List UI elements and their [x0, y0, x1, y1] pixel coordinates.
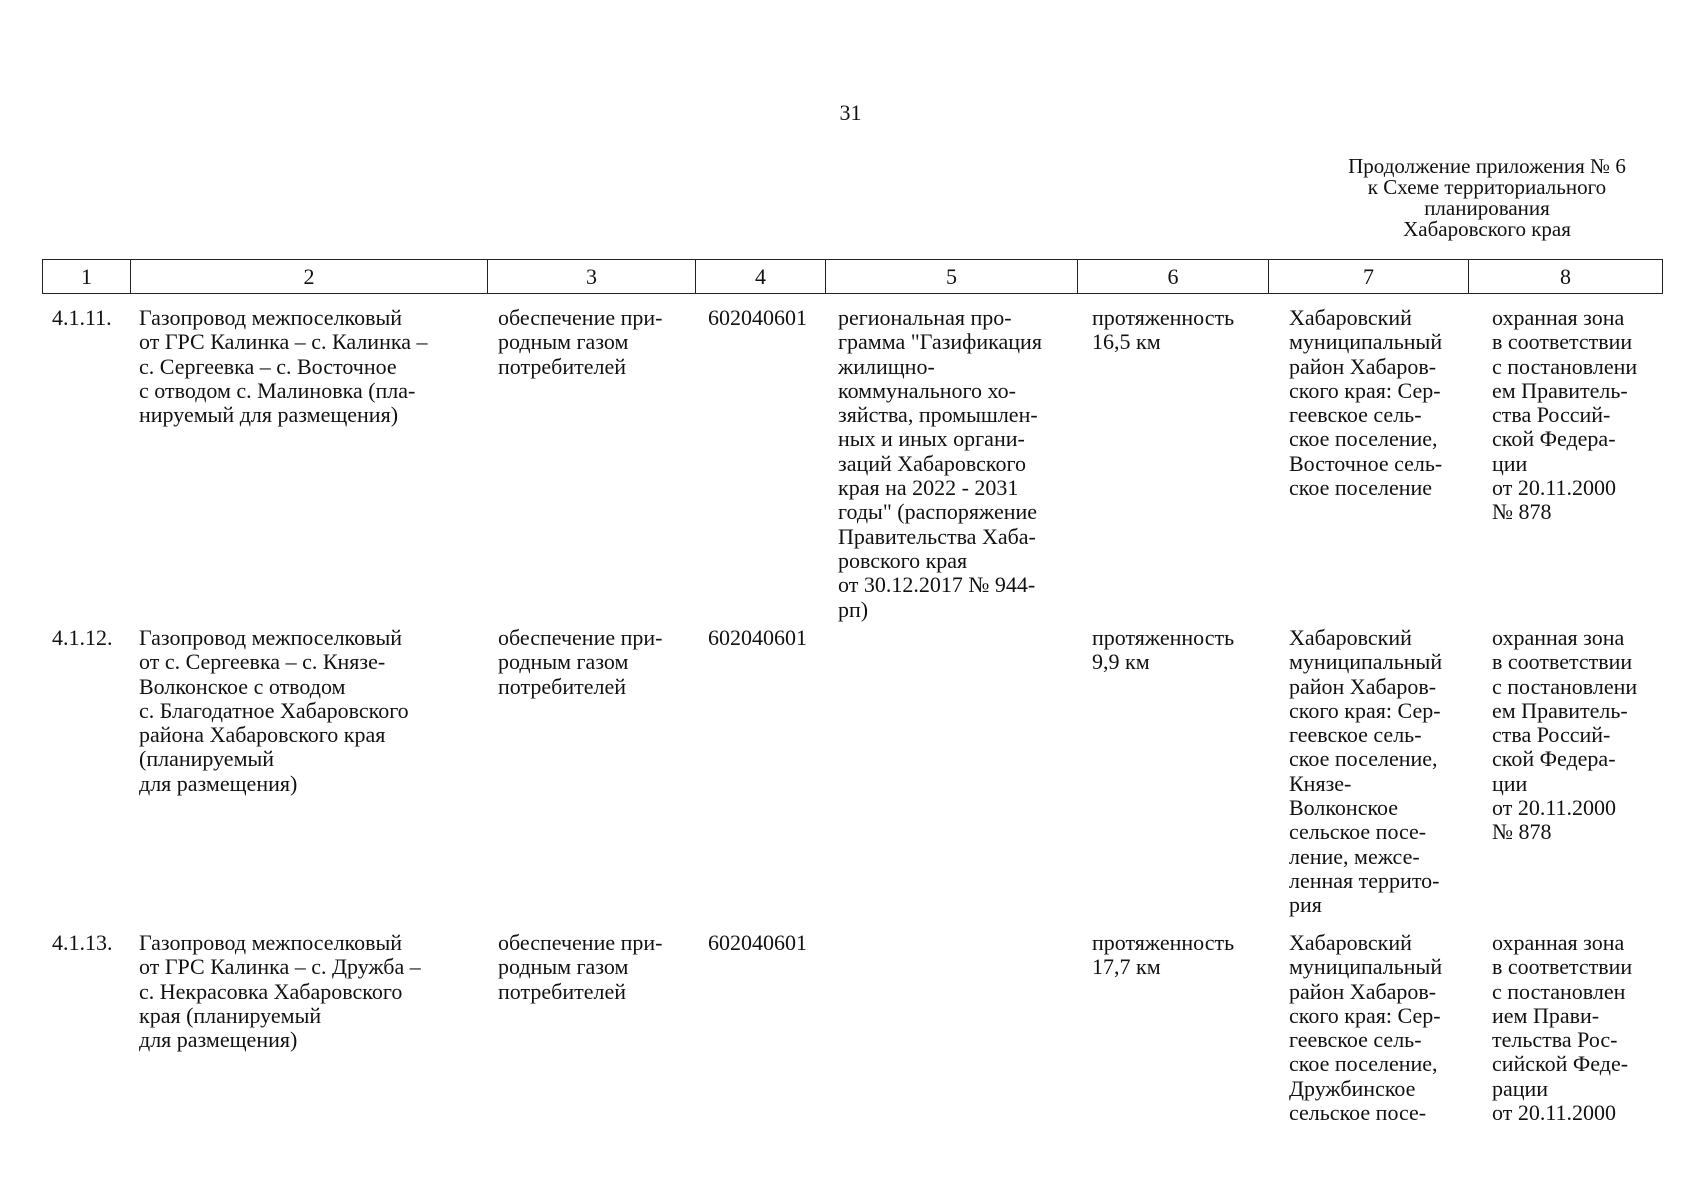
program-reference: региональная про- грамма "Газификация жилищно- коммунального хо- зяйства, промышлен- ных и иных органи- заций Хабаровского края на 2022 - 2031 годы" (распоряжение Правительства Хаба- ровского края от 30.12.2017 № 944- рп) — [838, 305, 1042, 622]
appendix-line: Хабаровского края — [1403, 217, 1571, 241]
column-number-header — [42, 259, 1663, 294]
object-purpose: обеспечение при- родным газом потребителей — [498, 930, 663, 1004]
column-number: 1 — [43, 260, 131, 294]
object-location: Хабаровский муниципальный район Хабаров- ского края: Сер- геевское сель- ское поселение, Восточное сель- ское поселение — [1289, 305, 1443, 501]
object-name: Газопровод межпоселковый от с. Сергеевка – с. Князе- Волконское с отводом с. Благодатное Хабаровского района Хабаровского края (планируемый для размещения) — [139, 625, 409, 796]
row-number: 4.1.11. — [52, 305, 112, 330]
object-location: Хабаровский муниципальный район Хабаров- ского края: Сер- геевское сель- ское поселение, Дружбинское сельское посе- — [1289, 930, 1443, 1126]
table-body — [42, 306, 1662, 1131]
object-length: протяженность 17,7 км — [1092, 930, 1235, 980]
object-purpose: обеспечение при- родным газом потребителей — [498, 305, 663, 379]
object-name: Газопровод межпоселковый от ГРС Калинка – с. Калинка – с. Сергеевка – с. Восточное с отводом с. Малиновка (пла- нируемый для размещения) — [139, 305, 428, 428]
appendix-line: планирования — [1424, 196, 1550, 220]
row-number: 4.1.12. — [52, 625, 113, 650]
table-row — [42, 626, 1662, 931]
object-length: протяженность 16,5 км — [1092, 305, 1235, 355]
table-row — [42, 931, 1662, 1131]
protection-zone: охранная зона в соответствии с постановлени ем Правитель- ства Россий- ской Федера- ции от 20.11.2000 № 878 — [1492, 305, 1638, 525]
column-number: 7 — [1269, 260, 1469, 294]
column-number: 5 — [826, 260, 1078, 294]
appendix-note — [1307, 156, 1667, 240]
protection-zone: охранная зона в соответствии с постановлени ем Правитель- ства Россий- ской Федера- ции от 20.11.2000 № 878 — [1492, 625, 1638, 845]
column-number: 3 — [488, 260, 696, 294]
column-number: 2 — [131, 260, 488, 294]
object-code: 602040601 — [708, 930, 807, 955]
protection-zone: охранная зона в соответствии с постановлен ием Прави- тельства Рос- сийской Феде- рации от 20.11.2000 — [1492, 930, 1633, 1126]
column-number: 6 — [1078, 260, 1269, 294]
object-purpose: обеспечение при- родным газом потребителей — [498, 625, 663, 699]
object-location: Хабаровский муниципальный район Хабаров- ского края: Сер- геевское сель- ское поселение, Князе- Волконское сельское посе- ление, межсе- ленная террито- рия — [1289, 625, 1443, 918]
appendix-line: Продолжение приложения № 6 — [1348, 154, 1626, 178]
object-code: 602040601 — [708, 625, 807, 650]
column-number: 4 — [696, 260, 826, 294]
table-row — [42, 306, 1662, 626]
appendix-line: к Схеме территориального — [1367, 175, 1607, 199]
object-code: 602040601 — [708, 305, 807, 330]
row-number: 4.1.13. — [52, 930, 113, 955]
object-name: Газопровод межпоселковый от ГРС Калинка – с. Дружба – с. Некрасовка Хабаровского края (планируемый для размещения) — [139, 930, 421, 1053]
header-row — [43, 260, 1663, 294]
page-number: 31 — [839, 100, 862, 125]
object-length: протяженность 9,9 км — [1092, 625, 1235, 675]
column-number: 8 — [1469, 260, 1663, 294]
